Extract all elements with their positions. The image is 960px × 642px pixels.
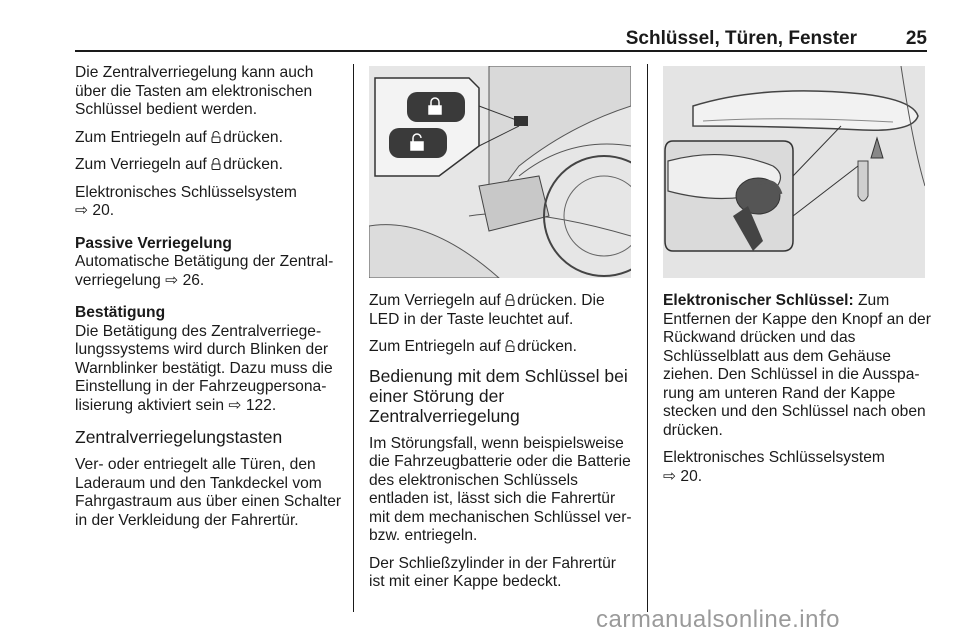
paragraph: [663, 292, 933, 440]
text: Elektronisches Schlüsselsystem: [75, 183, 297, 201]
text: drücken.: [223, 128, 283, 146]
paragraph: [75, 323, 343, 416]
section-heading: Zentralverriegelungstasten: [75, 427, 283, 447]
paragraph: Der Schließzylinder in der Fahrertür ist mit einer Kappe bedeckt.: [369, 554, 616, 590]
page-reference[interactable]: ⇨ 20.: [75, 202, 115, 219]
text: Zum Entriegeln auf: [75, 128, 207, 146]
page-header: [75, 22, 927, 52]
column-1: [75, 64, 343, 539]
door-handle-drawing: [663, 66, 925, 278]
text: Elektronisches Schlüsselsystem: [663, 449, 885, 466]
subheading: [75, 304, 343, 323]
door-switch-illustration: [369, 66, 631, 278]
unlock-icon: [211, 131, 221, 143]
lead-term: Elektronischer Schlüssel:: [663, 292, 854, 309]
text: drücken.: [223, 156, 283, 173]
column-3: [663, 292, 933, 495]
paragraph: [369, 292, 635, 329]
page-reference[interactable]: ⇨ 20.: [663, 467, 703, 485]
subheading: [75, 235, 343, 254]
paragraph: [663, 449, 933, 486]
paragraph: Im Störungsfall, wenn beispielsweise die Fahrzeugbatterie oder die Batterie des elektronischen Schlüssels entladen ist, lässt sich die Fahrertür mit dem mechanischen Schlüssel ver- bzw. entriegeln.: [369, 434, 632, 544]
text: drücken. Die LED in der Taste leuchtet auf.: [369, 292, 605, 328]
page-title: Schlüssel, Türen, Fenster: [625, 28, 857, 49]
text: Zum Entriegeln auf: [369, 338, 501, 355]
paragraph: [369, 338, 635, 357]
column-divider-1: [353, 64, 354, 612]
door-panel-drawing: [369, 66, 631, 278]
text: Zum Verriegeln auf: [369, 292, 501, 309]
unlock-icon: [505, 340, 515, 352]
paragraph: [75, 253, 343, 290]
paragraph: [75, 156, 343, 175]
page-reference[interactable]: ⇨ 122.: [228, 396, 277, 414]
text: Zum Verriegeln auf: [75, 156, 207, 173]
paragraph: [75, 129, 343, 148]
page-reference[interactable]: ⇨ 26.: [165, 271, 205, 289]
watermark: carmanualsonline.info: [596, 606, 840, 633]
paragraph: Ver- oder entriegelt alle Türen, den Laderaum und den Tankdeckel vom Fahrgastraum aus über einen Schalter in der Verkleidung der Fahrertür.: [75, 456, 342, 529]
header-rule: [75, 50, 927, 52]
paragraph: Die Zentralverriegelung kann auch über die Tasten am elektronischen Schlüssel bedient werden.: [75, 64, 314, 118]
heading-text: Bestätigung: [75, 304, 166, 321]
page-number: 25: [905, 28, 927, 49]
column-divider-2: [647, 64, 648, 612]
text: Die Betätigung des Zentralverriegelungssystems wird durch Blinken der Warnblinker bestätigt. Dazu muss die Einstellung in der Fahrzeugpersonalisierung aktiviert sein: [75, 322, 333, 414]
text: Automatische Betätigung der Zentralverriegelung: [75, 253, 334, 289]
paragraph: [75, 184, 343, 221]
heading-text: Passive Verriegelung: [75, 234, 232, 252]
section-heading: Bedienung mit dem Schlüssel bei einer Störung der Zentralverriegelung: [369, 365, 628, 426]
lock-icon: [211, 158, 221, 170]
text: drücken.: [517, 338, 577, 355]
lock-icon: [505, 294, 515, 306]
door-handle-illustration: [663, 66, 925, 278]
text: Zum Entfernen der Kappe den Knopf an der Rückwand drücken und das Schlüsselblatt aus dem Gehäuse ziehen. Den Schlüssel in die Aussparung am unteren Rand der Kappe stecken und den Schlüssel nach oben drücken.: [663, 292, 931, 439]
column-2: [369, 292, 635, 601]
